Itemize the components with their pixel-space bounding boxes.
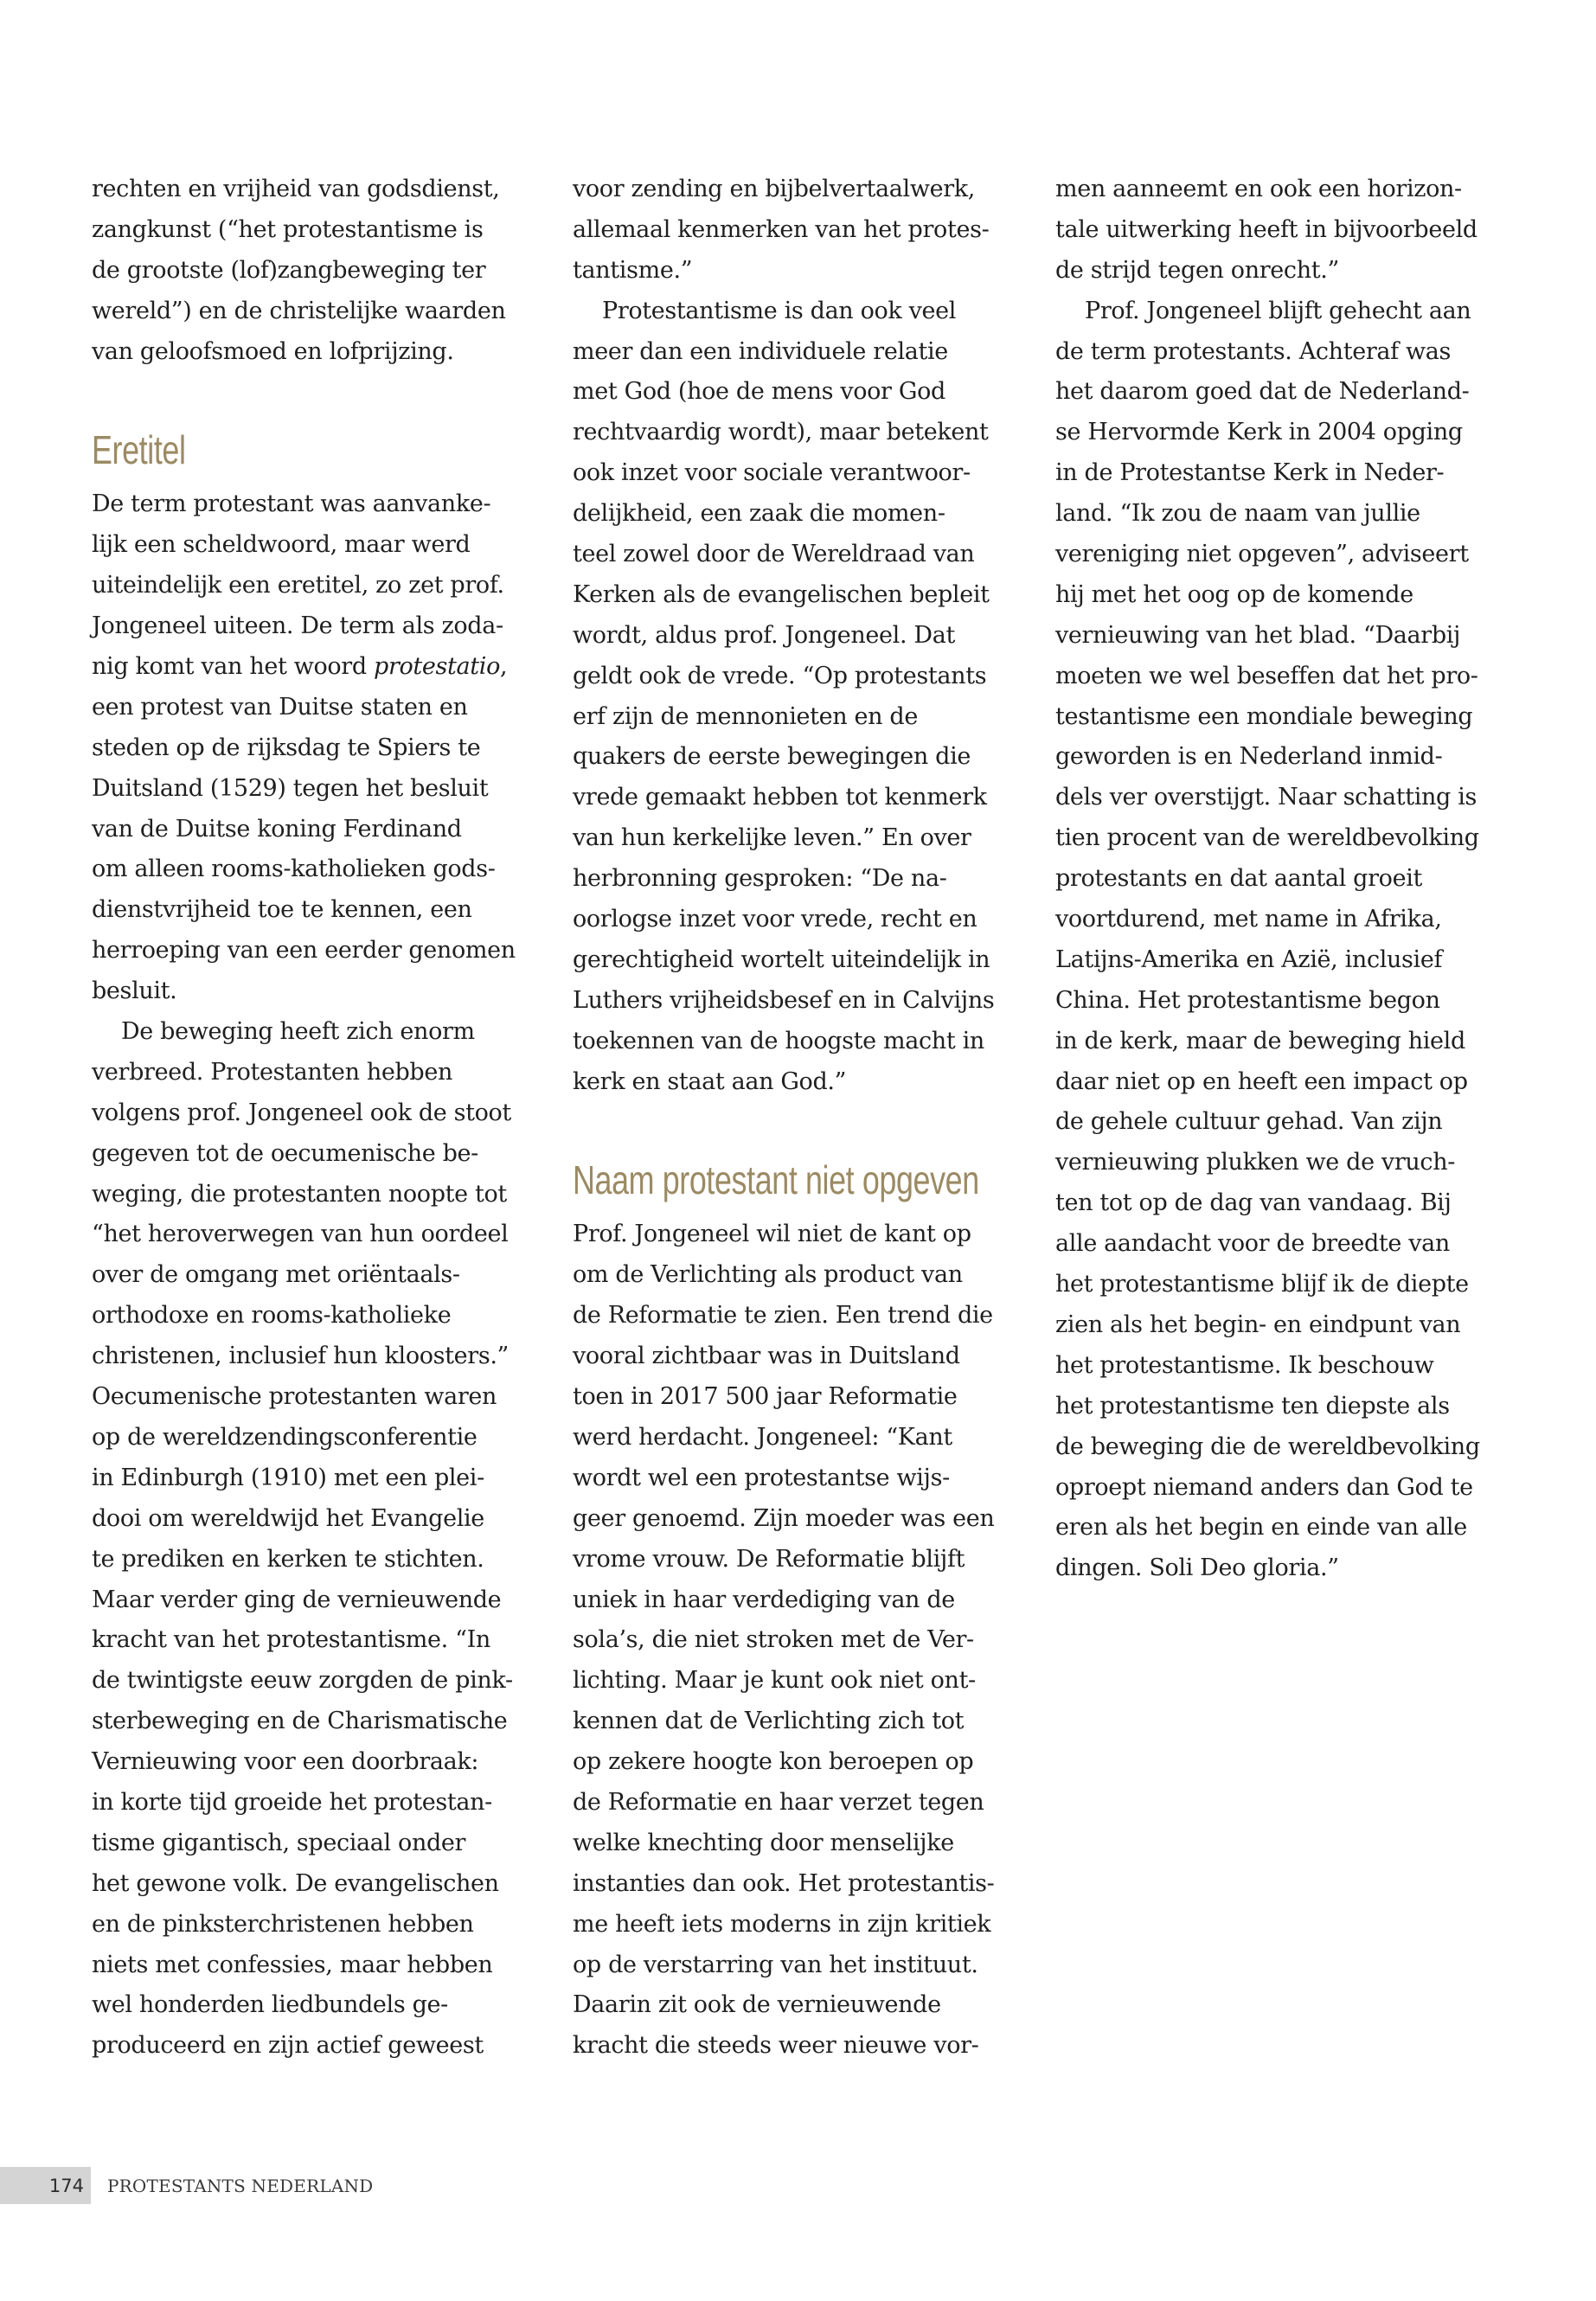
text-line: de strijd tegen onrecht.” [1055,256,1339,284]
text-line: orthodoxe en rooms-katholieke [92,1302,452,1330]
text-column-right [1055,170,1505,1589]
section-heading: Naam protestant niet opgeven [573,1157,979,1203]
text-line: ten tot op de dag van vandaag. Bij [1055,1189,1452,1217]
text-line: wordt, aldus prof. Jongeneel. Dat [573,621,955,649]
text-line: tale uitwerking heeft in bijvoorbeeld [1055,215,1477,243]
text-line: van hun kerkelijke leven.” En over [573,824,971,852]
text-line: land. “Ik zou de naam van jullie [1055,500,1420,528]
text-line: ook inzet voor sociale verantwoor- [573,459,971,487]
text-line: meer dan een individuele relatie [573,337,948,365]
text-line: de grootste (lof)zangbeweging ter [92,256,486,284]
paragraph [573,170,1022,292]
text-line: eren als het begin en einde van alle [1055,1514,1467,1541]
paragraph [92,484,542,1012]
text-line: tisme gigantisch, speciaal onder [92,1829,466,1856]
paragraph [573,1215,1022,2067]
text-line: delijkheid, een zaak die momen- [573,500,945,528]
text-line: China. Het protestantisme begon [1055,986,1440,1014]
text-line: dels ver overstijgt. Naar schatting is [1055,784,1477,811]
text-line: om alleen rooms-katholieken gods- [92,856,496,883]
text-line: voor zending en bijbelvertaalwerk, [573,176,976,202]
text-line: daar niet op en heeft een impact op [1055,1067,1468,1095]
paragraph [1055,292,1505,1590]
text-line: se Hervormde Kerk in 2004 opging [1055,419,1463,446]
text-line: quakers de eerste bewegingen die [573,743,971,771]
text-line: nig komt van het woord protestatio, [92,653,508,681]
text-line: teel zowel door de Wereldraad van [573,541,975,568]
text-line: op de verstarring van het instituut. [573,1951,978,1978]
text-line: besluit. [92,977,177,1005]
text-line: zangkunst (“het protestantisme is [92,215,484,243]
paragraph [1055,170,1505,292]
text-line: Duitsland (1529) tegen het besluit [92,774,489,802]
text-line: me heeft iets moderns in zijn kritiek [573,1910,991,1938]
page-number: 174 [0,2167,91,2204]
text-line: Oecumenische protestanten waren [92,1383,497,1411]
text-line: Protestantisme is dan ook veel [602,297,957,324]
text-line: vrede gemaakt hebben tot kenmerk [573,784,987,811]
text-line: christenen, inclusief hun kloosters.” [92,1343,510,1370]
text-line: gegeven tot de oecumenische be- [92,1139,478,1167]
text-line: de Reformatie en haar verzet tegen [573,1788,984,1816]
text-line: De term protestant was aanvanke- [92,490,491,518]
text-line: en de pinksterchristenen hebben [92,1910,474,1938]
text-line: kerk en staat aan God.” [573,1067,847,1095]
text-line: in Edinburgh (1910) met een plei- [92,1464,484,1491]
text-line: over de omgang met oriëntaals- [92,1261,460,1289]
text-line: op de wereldzendingsconferentie [92,1423,478,1451]
text-line: moeten we wel beseffen dat het pro- [1055,662,1478,689]
text-line: sola’s, die niet stroken met de Ver- [573,1626,974,1654]
text-line: Jongeneel uiteen. De term als zoda- [92,612,503,640]
text-line: Luthers vrijheidsbesef en in Calvijns [573,986,995,1014]
text-line: Kerken als de evangelischen bepleit [573,580,990,608]
text-line: Prof. Jongeneel wil niet de kant op [573,1221,971,1248]
text-line: in korte tijd groeide het protestan- [92,1788,492,1816]
text-line: vernieuwing plukken we de vruch- [1055,1149,1456,1176]
text-line: “het heroverwegen van hun oordeel [92,1221,509,1248]
text-line: dingen. Soli Deo gloria.” [1055,1554,1339,1582]
text-line: geldt ook de vrede. “Op protestants [573,662,987,689]
text-line: op zekere hoogte kon beroepen op [573,1748,974,1776]
text-line: rechtvaardig wordt), maar betekent [573,419,989,446]
text-column-middle [573,170,1022,2067]
text-line: herbronning gesproken: “De na- [573,865,947,893]
text-line: allemaal kenmerken van het protes- [573,215,990,243]
text-line: erf zijn de mennonieten en de [573,702,918,730]
text-line: kracht van het protestantisme. “In [92,1626,490,1654]
text-line: voortdurend, met name in Afrika, [1055,906,1442,933]
text-line: wel honderden liedbundels ge- [92,1991,448,2019]
text-line: een protest van Duitse staten en [92,693,468,721]
text-line: Vernieuwing voor een doorbraak: [92,1748,479,1776]
text-line: oproept niemand anders dan God te [1055,1473,1473,1501]
text-line: het daarom goed dat de Nederland- [1055,378,1470,406]
text-line: rechten en vrijheid van godsdienst, [92,176,500,202]
text-line: van geloofsmoed en lofprijzing. [92,337,454,365]
section-heading: Eretitel [92,427,186,473]
text-line: vernieuwing van het blad. “Daarbij [1055,621,1461,649]
text-line: oorlogse inzet voor vrede, recht en [573,906,977,933]
text-line: met God (hoe de mens voor God [573,378,945,406]
text-line: protestants en dat aantal groeit [1055,865,1422,893]
text-line: instanties dan ook. Het protestantis- [573,1869,995,1897]
paragraph [92,1012,542,2067]
text-line: sterbeweging en de Charismatische [92,1708,508,1735]
text-line: geer genoemd. Zijn moeder was een [573,1504,995,1532]
text-line: tien procent van de wereldbevolking [1055,824,1479,852]
text-line: alle aandacht voor de breedte van [1055,1230,1450,1258]
text-line: Daarin zit ook de vernieuwende [573,1991,941,2019]
text-line: weging, die protestanten noopte tot [92,1180,507,1208]
text-line: te prediken en kerken te stichten. [92,1545,484,1573]
text-line: steden op de rijksdag te Spiers te [92,734,481,761]
text-line: kennen dat de Verlichting zich tot [573,1708,965,1735]
text-line: wereld”) en de christelijke waarden [92,297,506,324]
text-line: vereniging niet opgeven”, adviseert [1055,541,1469,568]
text-line: volgens prof. Jongeneel ook de stoot [92,1099,511,1126]
text-line: de Reformatie te zien. Een trend die [573,1302,993,1330]
paragraph [573,292,1022,1103]
text-line: vrome vrouw. De Reformatie blijft [573,1545,965,1573]
text-line: verbreed. Protestanten hebben [92,1058,453,1086]
text-line: de gehele cultuur gehad. Van zijn [1055,1108,1443,1136]
text-line: toen in 2017 500 jaar Reformatie [573,1383,958,1411]
section-spacer [573,1102,1022,1154]
section-spacer [92,372,542,424]
text-line: produceerd en zijn actief geweest [92,2032,484,2060]
text-line: in de kerk, maar de beweging hield [1055,1027,1465,1054]
text-line: de twintigste eeuw zorgden de pink- [92,1667,513,1695]
text-line: de term protestants. Achteraf was [1055,337,1452,365]
text-line: de beweging die de wereldbevolking [1055,1433,1480,1460]
text-line: het protestantisme. Ik beschouw [1055,1351,1434,1379]
text-line: testantisme een mondiale beweging [1055,702,1473,730]
text-line: geworden is en Nederland inmid- [1055,743,1443,771]
text-line: het protestantisme ten diepste als [1055,1392,1450,1420]
text-line: van de Duitse koning Ferdinand [92,815,462,843]
text-line: het gewone volk. De evangelischen [92,1869,499,1897]
text-line: De beweging heeft zich enorm [121,1018,475,1046]
text-line: uniek in haar verdediging van de [573,1586,955,1613]
text-line: Prof. Jongeneel blijft gehecht aan [1085,297,1471,324]
text-line: lichting. Maar je kunt ook niet ont- [573,1667,976,1695]
text-line: dooi om wereldwijd het Evangelie [92,1504,484,1532]
text-line: lijk een scheldwoord, maar werd [92,531,471,559]
text-line: zien als het begin- en eindpunt van [1055,1311,1461,1338]
text-line: vooral zichtbaar was in Duitsland [573,1343,960,1370]
text-line: herroeping van een eerder genomen [92,937,516,965]
text-line: wordt wel een protestantse wijs- [573,1464,950,1491]
text-line: toekennen van de hoogste macht in [573,1027,984,1054]
text-line: werd herdacht. Jongeneel: “Kant [573,1423,952,1451]
text-line: Maar verder ging de vernieuwende [92,1586,502,1613]
text-line: niets met confessies, maar hebben [92,1951,493,1978]
text-line: om de Verlichting als product van [573,1261,963,1289]
text-line: dienstvrijheid toe te kennen, een [92,896,472,924]
paragraph [92,170,542,372]
text-line: gerechtigheid wortelt uiteindelijk in [573,945,990,973]
text-column-left [92,170,542,2067]
text-line: tantisme.” [573,256,693,284]
text-line: Latijns-Amerika en Azië, inclusief [1055,945,1443,973]
text-line: hij met het oog op de komende [1055,580,1413,608]
text-line: in de Protestantse Kerk in Neder- [1055,459,1445,487]
page-footer [0,2167,373,2204]
italic-term: protestatio [374,653,500,681]
text-line: kracht die steeds weer nieuwe vor- [573,2032,979,2060]
text-line: men aanneemt en ook een horizon- [1055,176,1462,202]
text-line: uiteindelijk een eretitel, zo zet prof. [92,572,504,599]
publication-name: PROTESTANTS NEDERLAND [107,2175,374,2196]
text-line: het protestantisme blijf ik de diepte [1055,1271,1469,1298]
text-line: welke knechting door menselijke [573,1829,954,1856]
